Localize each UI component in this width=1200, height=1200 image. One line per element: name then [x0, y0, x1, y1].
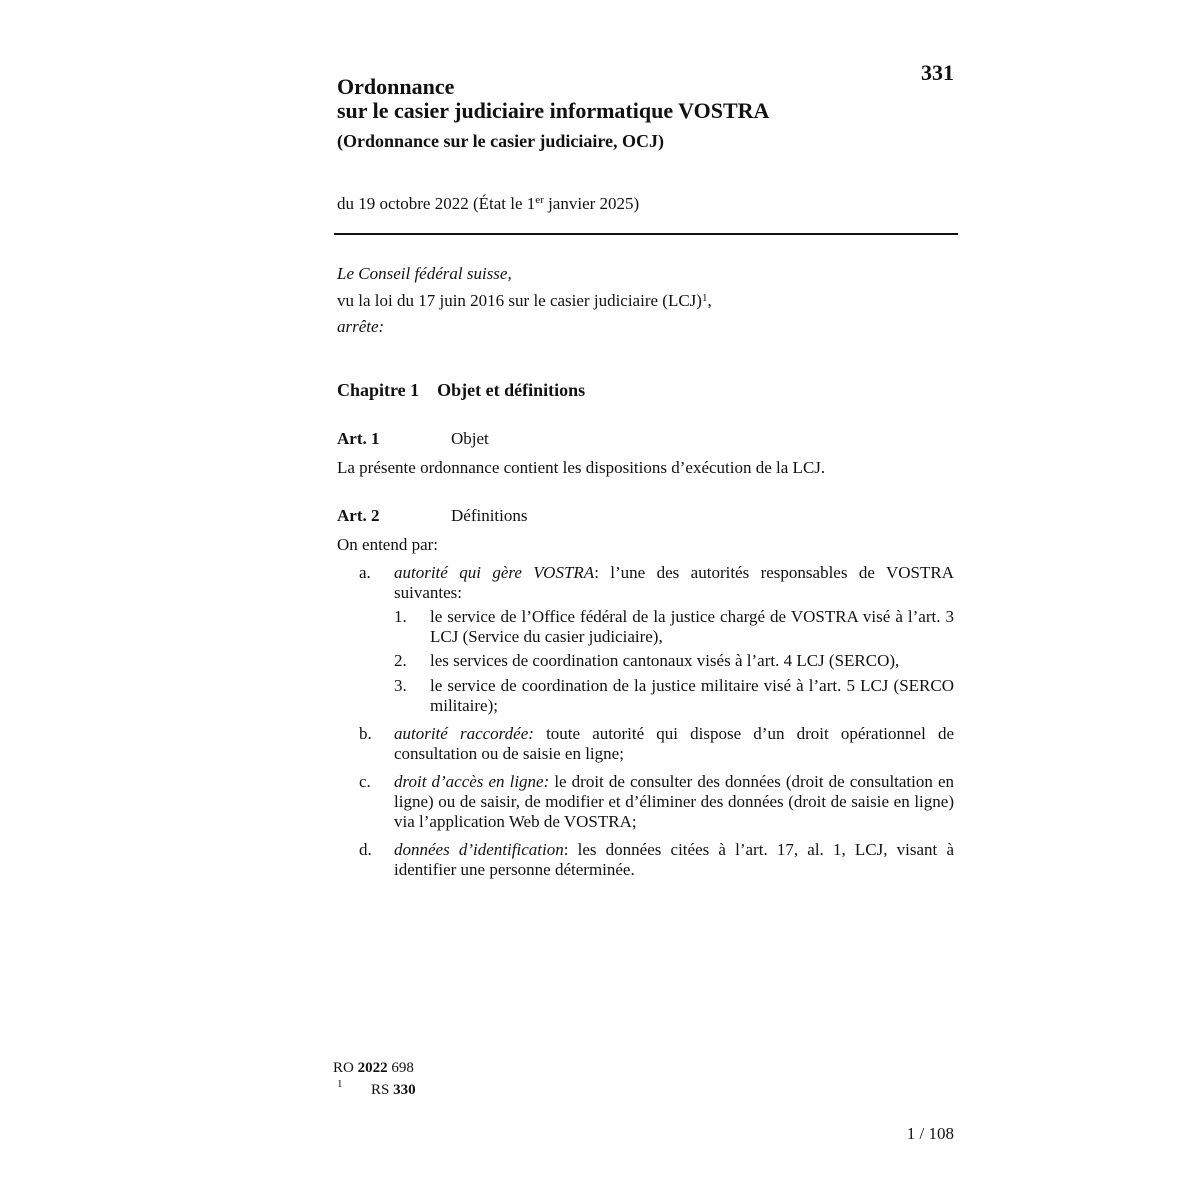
art2-intro: On entend par: [337, 535, 439, 554]
preamble-authority: Le Conseil fédéral suisse, [337, 264, 512, 283]
art2-a-text [394, 563, 954, 603]
date-prefix: du 19 octobre 2022 (État le 1 [337, 194, 536, 213]
art2-a-definition: : l’une des autorités responsables de VOSTRA suivantes: [394, 563, 954, 602]
art2-c-text [394, 772, 954, 832]
art2-a-item-3-num: 3. [394, 676, 407, 695]
footnote-1-number: 330 [393, 1082, 416, 1098]
page-number: 1 / 108 [906, 1124, 954, 1143]
art1-title: Objet [451, 429, 489, 448]
chapter-number: Chapitre 1 [337, 380, 420, 400]
art2-d-term: données d’identification [394, 840, 564, 859]
ro-reference [333, 1058, 414, 1078]
art2-a-item-2-num: 2. [394, 651, 407, 670]
art2-d-text [394, 840, 954, 880]
art2-d-letter: d. [359, 840, 372, 859]
art2-number: Art. 2 [337, 506, 380, 525]
footnote-ref-1[interactable]: 1 [701, 292, 708, 304]
chapter-title: Objet et définitions [437, 380, 586, 400]
law-number: 331 [921, 60, 954, 85]
footnote-1-text [371, 1080, 416, 1100]
ro-page: 698 [387, 1060, 414, 1076]
art2-title: Définitions [451, 506, 528, 525]
art2-d-definition: : les données citées à l’art. 17, al. 1, LCJ, visant à identifier une personne déterminée. [394, 840, 954, 879]
art2-b-text [394, 724, 954, 764]
art2-a-item-2-text: les services de coordination cantonaux visés à l’art. 4 LCJ (SERCO), [430, 651, 900, 670]
title-short: (Ordonnance sur le casier judiciaire, OCJ) [337, 131, 664, 151]
art2-b-letter: b. [359, 724, 372, 743]
art2-a-letter: a. [359, 563, 371, 582]
header-divider [334, 233, 958, 235]
chapter-heading [337, 379, 585, 401]
art2-c-term: droit d’accès en ligne: [394, 772, 550, 791]
title-line-1: Ordonnance [337, 74, 455, 99]
preamble-decree: arrête: [337, 317, 385, 336]
footnote-1-prefix: RS [371, 1082, 394, 1098]
preamble-basis-text: vu la loi du 17 juin 2016 sur le casier judiciaire (LCJ) [337, 291, 702, 310]
date-line [337, 193, 639, 215]
date-suffix: janvier 2025) [543, 194, 640, 213]
art2-b-definition: toute autorité qui dispose d’un droit opérationnel de consultation ou de saisie en ligne; [394, 724, 954, 763]
title-line-2: sur le casier judiciaire informatique VOSTRA [337, 98, 770, 123]
preamble-basis [337, 290, 712, 312]
art2-a-item-1-text: le service de l’Office fédéral de la justice chargé de VOSTRA visé à l’art. 3 LCJ (Service du casier judiciaire), [430, 607, 954, 646]
ro-prefix: RO [333, 1060, 358, 1076]
art2-b-term: autorité raccordée: [394, 724, 534, 743]
date-sup: er [535, 194, 544, 206]
art1-number: Art. 1 [337, 429, 380, 448]
art2-a-item-3-text: le service de coordination de la justice militaire visé à l’art. 5 LCJ (SERCO militaire); [430, 676, 954, 715]
preamble-basis-end: , [707, 291, 712, 310]
ro-year: 2022 [357, 1060, 388, 1076]
art1-text: La présente ordonnance contient les dispositions d’exécution de la LCJ. [337, 458, 826, 477]
footnote-1-label: 1 [337, 1078, 343, 1090]
art2-c-letter: c. [359, 772, 371, 791]
art2-c-definition: le droit de consulter des données (droit de consultation en ligne) ou de saisir, de modifier et d’éliminer des données (droit de saisie en ligne) via l’application Web de VOSTRA; [394, 772, 954, 831]
art2-a-item-1-num: 1. [394, 607, 407, 626]
art2-a-term: autorité qui gère VOSTRA [394, 563, 595, 582]
